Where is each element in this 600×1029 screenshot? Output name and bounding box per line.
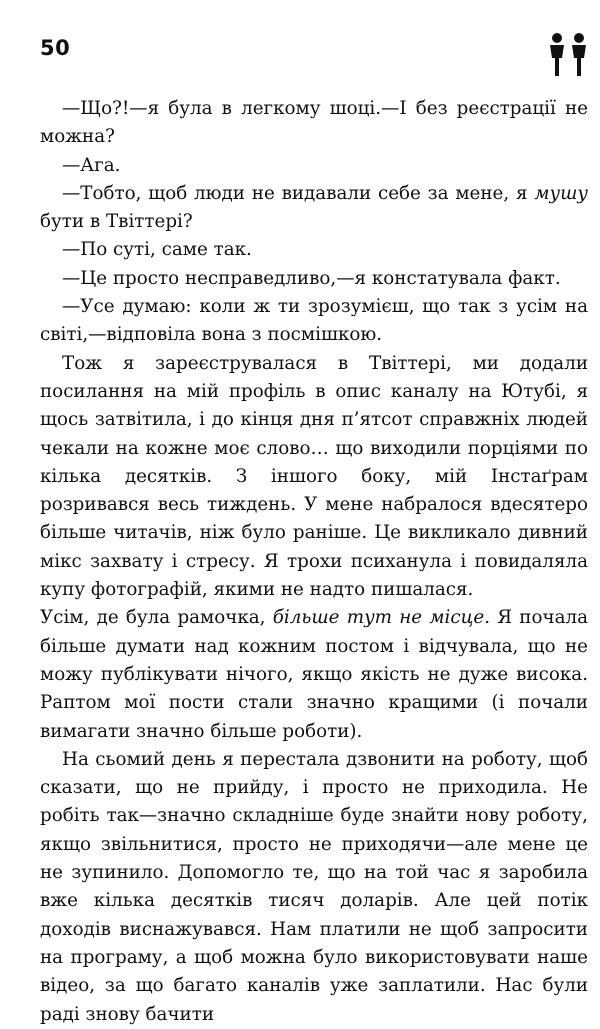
paragraph-dialog <box>40 180 588 237</box>
paragraph <box>40 604 588 745</box>
paragraph-dialog: —Що?!—я була в легкому шоці.—І без реєстрації не можна? <box>40 98 588 148</box>
text-span: бути в Твіттері? <box>40 211 193 233</box>
paragraph: Тож я зареєструвалася в Твіттері, ми додали посилання на мій профіль в опис каналу на Ютубі, я щось затвітила, і до кінця дня п’ятсот справжніх людей чекали на кожне моє слово… що виходили порціями по кілька десятків. З іншого боку, мій Інстаґрам розривався весь тиждень. У мене набралося вдесятеро більше читачів, ніж було раніше. Це викликало дивний мікс захвату і стресу. Я трохи психанула і повидаляла купу фотографій, якими не надто пишалася. <box>40 352 588 601</box>
text-span: —Тобто, щоб люди не видавали себе за мене, я <box>62 182 535 204</box>
italic-text: мушу <box>534 182 588 204</box>
paragraph: На сьомий день я перестала дзвонити на роботу, щоб сказати, що не прийду, і просто не приходила. Не робіть так—значно складніше буде знайти нову роботу, якщо звільнитися, просто не приходячи—але мене це не зупинило. Допомогло те, що на той час я заробила вже кілька десятків тисяч доларів. Але цей потік доходів виснажувався. Нам платили не щоб запросити на програму, а щоб можна було використовувати наше відео, за що багато каналів уже заплатили. Нас були раді знову бачити <box>40 748 588 1025</box>
paragraph-dialog: —По суті, саме так. <box>62 239 252 261</box>
two-figures-logo-icon <box>546 32 590 78</box>
body-text <box>40 95 588 1029</box>
paragraph-dialog: —Це просто несправедливо,—я констатувала факт. <box>62 267 561 289</box>
paragraph-dialog: —Усе думаю: коли ж ти зрозумієш, що так з усім на світі,—відповіла вона з посмішкою. <box>40 296 588 346</box>
page-number: 50 <box>40 36 71 60</box>
text-span: Усім, де була рамочка, <box>40 607 273 629</box>
paragraph-dialog: —Ага. <box>62 154 121 176</box>
text-span: Я почала більше думати над кожним постом і відчувала, що не можу публікувати нічого, якщо якість не дуже висока. Раптом мої пости стали значно кращими (і почали вимагати значно більше роботи). <box>40 607 588 742</box>
italic-text: більше тут не місце. <box>272 607 491 629</box>
